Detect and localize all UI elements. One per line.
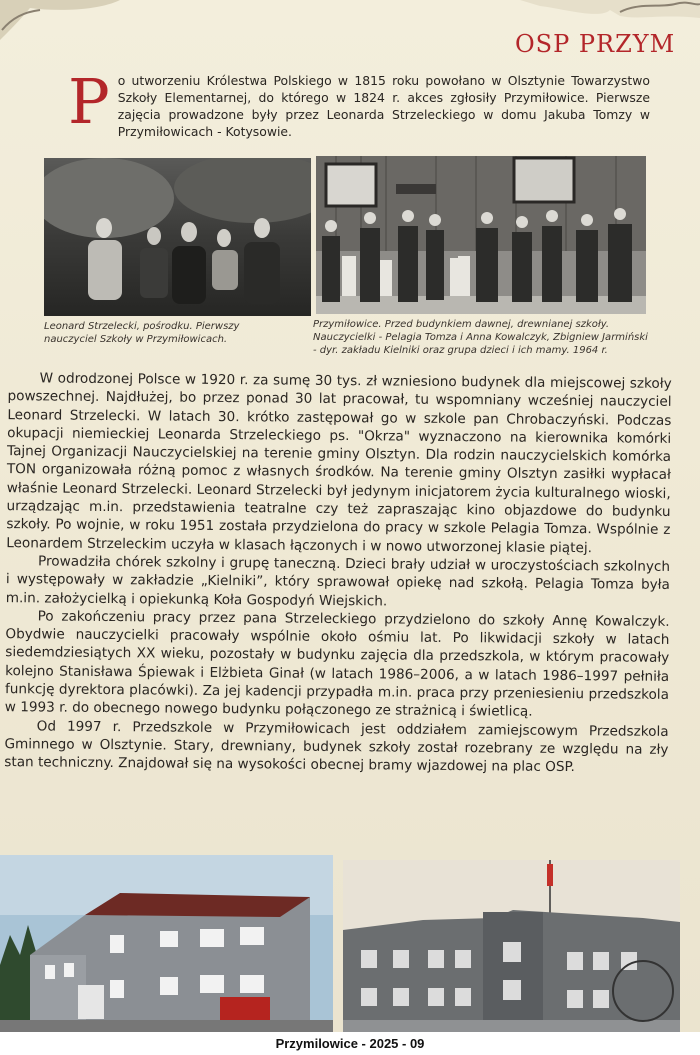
history-paragraph-1: W odrodzonej Polsce w 1920 r. za sumę 30 tys. zł wzniesiono budynek dla miejscowej szkoły powszechnej. Najdłużej, bo przez ponad 30 lat pracował, tu wspomniany wcześniej nauczyciel Leonard Strzelecki. W latach 30. krótko zastępował go w szkole pan Chrobaczyński. Podczas okupacji niemieckiej Leonarda Strzeleckiego ps. "Okrza" wyznaczono na kierownika komórki Tajnej Organizacji Nauczycielskiej na terenie gminy Olsztyn. Dla rodzin nauczycielskich komórka TON organizowała różną pomoc z własnych środków. Na terenie gminy Olsztyn zasiłki wypłacał właśnie Leonard Strzelecki. Leonard Strzelecki był jedynym inicjatorem życia kulturalnego wioski, urządzając m.in. przedstawienia teatralne czy też zapraszając kino objazdowe do budynku szkoły. Po wojnie, w roku 1951 została przydzielona do pracy w szkole Pelagia Tomza. Wspólnie z Leonardem Strzeleckim uczyła w klasach łączonych i w nowo utworzonej klasie piątej.	[6, 370, 672, 556]
board-heading: OSP PRZYM	[515, 30, 676, 58]
history-paragraph-4: Od 1997 r. Przedszkole w Przymiłowicach jest oddziałem zamiejscowym Przedszkola Gminnego w Olsztynie. Stary, drewniany, budynek szkoły został rozebrany ze względu na zły stan techniczny. Znajdował się na wysokości obecnej bramy wjazdowej na plac OSP.	[4, 718, 669, 776]
photographer-stamp-icon	[612, 960, 674, 1022]
photo-caption-right: Przymiłowice. Przed budynkiem dawnej, drewnianej szkoły. Nauczycielki - Pelagia Tomza i Anna Kowalczyk, Zbigniew Jarmiński - dyr. zakładu Kielniki oraz grupa dzieci i ich mamy. 1964 r.	[313, 319, 648, 356]
drop-cap: P	[68, 65, 110, 138]
photo-fire-station	[0, 855, 333, 1032]
photo-caption-left: Leonard Strzelecki, pośrodku. Pierwszy nauczyciel Szkoły w Przymiłowicach.	[44, 321, 240, 345]
intro-paragraph	[68, 65, 650, 140]
photo-strzelecki-group	[44, 158, 311, 316]
photo-wooden-school	[316, 156, 646, 314]
history-paragraph-2: Prowadziła chórek szkolny i grupę taneczną. Dzieci brały udział w uroczystościach szkolnych i występowały w zakładzie „Kielniki”, który sprawował opiekę nad szkołą. Pelagia Tomza była m.in. założycielką i opiekunką Koła Gospodyń Wiejskich.	[5, 553, 671, 609]
intro-text: o utworzeniu Królestwa Polskiego w 1815 roku powołano w Olsztynie Towarzystwo Szkoły Elementarnej, do którego w 1824 r. akces zgłosiły Przymiłowice. Pierwsze zajęcia prowadzone były przez Leonarda Strzeleckiego w domu Jakuba Tomzy w Przymiłowicach - Kotysowie.	[117, 73, 650, 139]
history-text	[4, 369, 671, 777]
history-paragraph-3: Po zakończeniu pracy przez pana Strzeleckiego przydzielono do szkoły Annę Kowalczyk. Obydwie nauczycielki pracowały wspólnie około ośmiu lat. Po likwidacji szkoły w latach siedemdziesiątych XX wieku, pozostały w budynku zajęcia dla przedszkola, w którym pracowały kolejno Stanisława Śpiewak i Elżbieta Ginał (w latach 1986–2006, a w latach 1986–1997 pełniła funkcję dyrektora placówki). Za jej kadencji przypadła m.in. praca przy przeniesieniu przedszkola w 1993 r. do obecnego nowego budynku połączonego ze strażnicą i świetlicą.	[4, 608, 670, 721]
image-footer-caption: Przymilowice - 2025 - 09	[0, 1032, 700, 1055]
